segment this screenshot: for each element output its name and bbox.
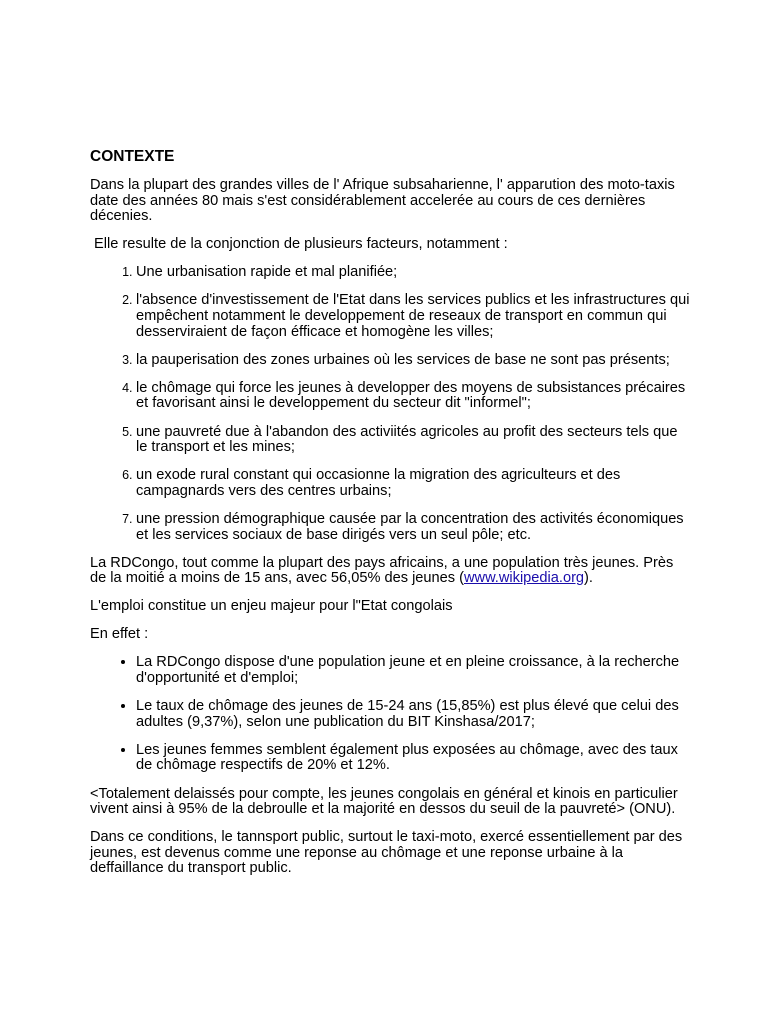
quote-paragraph: <Totalement delaissés pour compte, les jeunes congolais en général et kinois en particulier vivent ainsi à 95% de la debroulle et la majorité en dessos du seuil de la pauvreté> (ONU). xyxy=(90,785,678,818)
factor-item: 2. l'absence d'investissement de l'Etat dans les services publics et les infrastructures qui empêchent notamment le developpement de reseaux de transport en commun qui desserviraient de façon éfficace et homogène les villes; xyxy=(136,293,690,340)
factor-item: 6. un exode rural constant qui occasionne la migration des agriculteurs et des campagnards vers des centres urbains; xyxy=(136,468,690,499)
factors-intro: Elle resulte de la conjonction de plusieurs facteurs, notamment : xyxy=(94,236,508,253)
population-text-end: ). xyxy=(584,570,593,587)
wikipedia-link[interactable]: www.wikipedia.org xyxy=(464,570,585,587)
facts-list xyxy=(90,655,690,774)
population-paragraph xyxy=(90,556,690,587)
factor-item: 4. le chômage qui force les jeunes à developper des moyens de subsistances précaires et favorisant ainsi le developpement du secteur dit "informel"; xyxy=(136,381,690,412)
emploi-paragraph: L'emploi constitue un enjeu majeur pour l"Etat congolais xyxy=(90,598,453,615)
intro-paragraph: Dans la plupart des grandes villes de l' Afrique subsaharienne, l' apparution des moto-taxis date des années 80 mais s'est considérablement accelerée au cours de ces dernières décenies. xyxy=(90,177,675,225)
factor-item: 3. la pauperisation des zones urbaines où les services de base ne sont pas présents; xyxy=(136,353,690,369)
en-effet-paragraph: En effet : xyxy=(90,626,149,643)
population-text: La RDCongo, tout comme la plupart des pays africains, a une population très jeunes. Près de la moitié a moins de 15 ans, avec 56,05% des jeunes ( xyxy=(90,554,674,587)
factor-item: 7. une pression démographique causée par la concentration des activités économiques et les services sociaux de base dirigés vers un seul pôle; etc. xyxy=(136,512,690,543)
factor-item: 5. une pauvreté due à l'abandon des activiités agricoles au profit des secteurs tels que le transport et les mines; xyxy=(136,425,690,456)
document-page xyxy=(90,148,690,890)
factor-item: 1. Une urbanisation rapide et mal planifiée; xyxy=(136,265,690,281)
section-heading: CONTEXTE xyxy=(90,148,175,165)
conclusion-paragraph: Dans ce conditions, le tannsport public, surtout le taxi-moto, exercé essentiellement par des jeunes, est devenus comme une reponse au chômage et une reponse urbaine à la deffaillance du transport public. xyxy=(90,829,683,877)
fact-item: • La RDCongo dispose d'une population jeune et en pleine croissance, à la recherche d'opportunité et d'emploi; xyxy=(136,655,690,686)
fact-item: • Les jeunes femmes semblent également plus exposées au chômage, avec des taux de chômage respectifs de 20% et 12%. xyxy=(136,743,690,774)
factors-list xyxy=(90,265,690,543)
fact-item: • Le taux de chômage des jeunes de 15-24 ans (15,85%) est plus élevé que celui des adultes (9,37%), selon une publication du BIT Kinshasa/2017; xyxy=(136,699,690,730)
